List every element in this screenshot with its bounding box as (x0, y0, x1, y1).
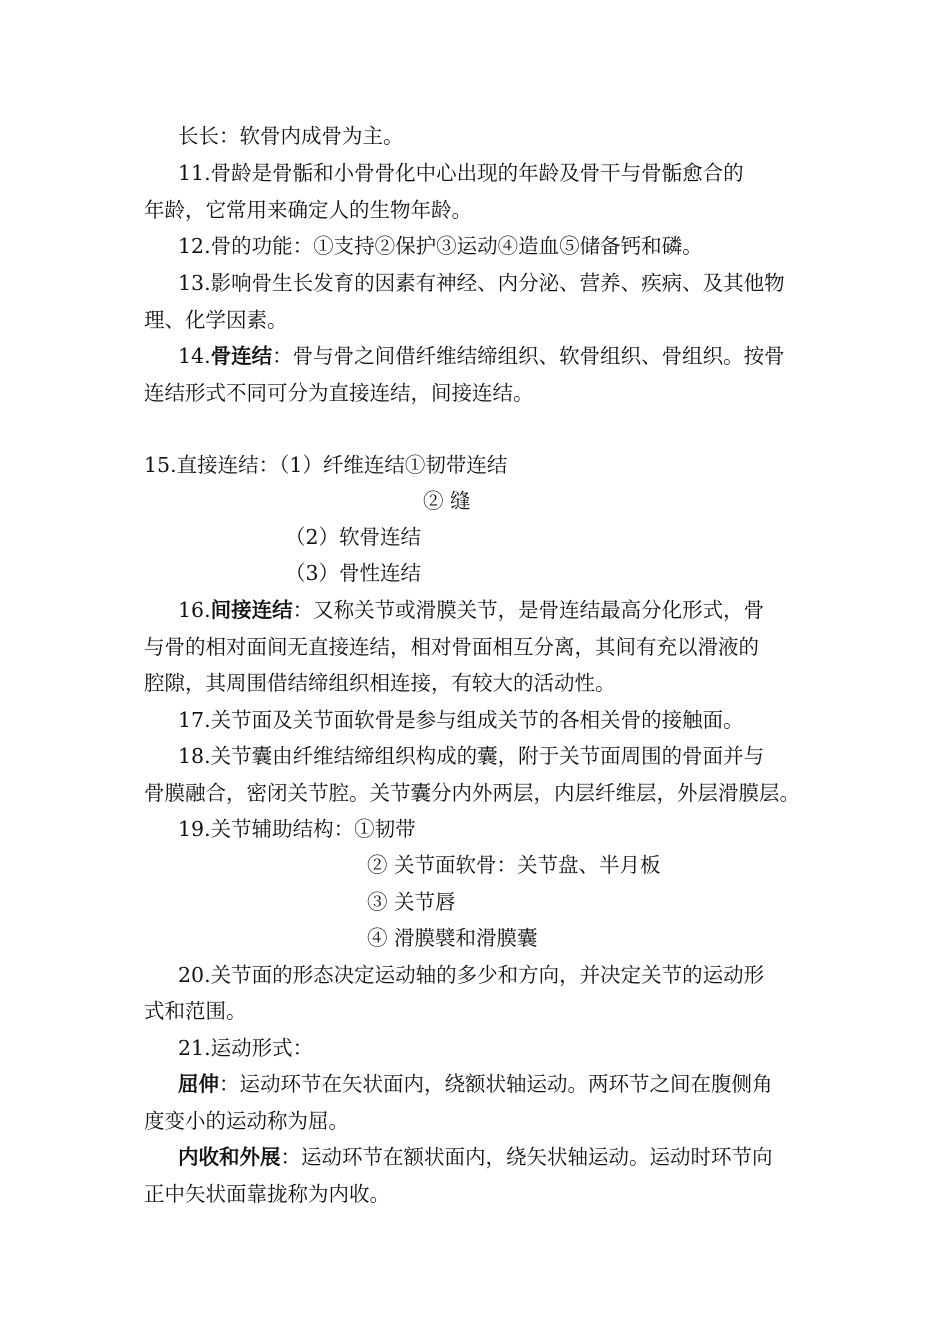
text-line: 理、化学因素。 (144, 308, 288, 332)
text-line: 18.关节囊由纤维结缔组织构成的囊，附于关节面周围的骨面并与 (178, 744, 765, 768)
text-line: 正中矢状面靠拢称为内收。 (144, 1182, 390, 1206)
definition-text: ：又称关节或滑膜关节，是骨连结最高分化形式，骨 (292, 598, 765, 622)
text-line: ② 缝 (423, 489, 471, 513)
text-line: 连结形式不同可分为直接连结，间接连结。 (144, 381, 534, 405)
text-line: 11.骨龄是骨骺和小骨骨化中心出现的年龄及骨干与骨骺愈合的 (178, 161, 744, 185)
text-line: 21.运动形式： (178, 1036, 314, 1060)
text-line (178, 597, 764, 623)
text-line: 式和范围。 (144, 999, 247, 1023)
text-line: 骨膜融合，密闭关节腔。关节囊分内外两层，内层纤维层，外层滑膜层。 (144, 781, 800, 805)
term-bold: 屈伸 (178, 1072, 219, 1096)
term-bold: 内收和外展 (178, 1145, 281, 1169)
item-number: 16. (178, 598, 211, 622)
text-line: 20.关节面的形态决定运动轴的多少和方向，并决定关节的运动形 (178, 963, 765, 987)
text-line: ④ 滑膜襞和滑膜囊 (367, 926, 538, 950)
text-line: （2）软骨连结 (285, 525, 422, 549)
text-line (178, 343, 785, 369)
text-line: （3）骨性连结 (285, 561, 422, 585)
text-line (178, 1071, 773, 1097)
text-line: 19.关节辅助结构：①韧带 (178, 817, 416, 841)
text-line: 年龄，它常用来确定人的生物年龄。 (144, 198, 472, 222)
definition-text: ：运动环节在额状面内，绕矢状轴运动。运动时环节向 (280, 1145, 773, 1169)
text-line: 度变小的运动称为屈。 (144, 1109, 349, 1133)
text-line: 腔隙，其周围借结缔组织相连接，有较大的活动性。 (144, 671, 616, 695)
text-line: ③ 关节唇 (367, 890, 456, 914)
definition-text: ：骨与骨之间借纤维结缔组织、软骨组织、骨组织。按骨 (272, 344, 785, 368)
definition-text: ：运动环节在矢状面内，绕额状轴运动。两环节之间在腹侧角 (219, 1072, 773, 1096)
item-number: 14. (178, 344, 211, 368)
text-line: 13.影响骨生长发育的因素有神经、内分泌、营养、疾病、及其他物 (178, 271, 785, 295)
text-line: 17.关节面及关节面软骨是参与组成关节的各相关骨的接触面。 (178, 708, 744, 732)
text-line: 15.直接连结：（1）纤维连结①韧带连结 (144, 453, 508, 477)
term-bold: 骨连结 (210, 344, 273, 368)
text-line: 长长：软骨内成骨为主。 (178, 124, 404, 148)
term-bold: 间接连结 (210, 598, 293, 622)
text-line: ② 关节面软骨：关节盘、半月板 (367, 853, 661, 877)
text-line: 12.骨的功能：①支持②保护③运动④造血⑤储备钙和磷。 (178, 234, 703, 258)
text-line: 与骨的相对面间无直接连结，相对骨面相互分离，其间有充以滑液的 (144, 635, 759, 659)
text-line (178, 1144, 773, 1170)
